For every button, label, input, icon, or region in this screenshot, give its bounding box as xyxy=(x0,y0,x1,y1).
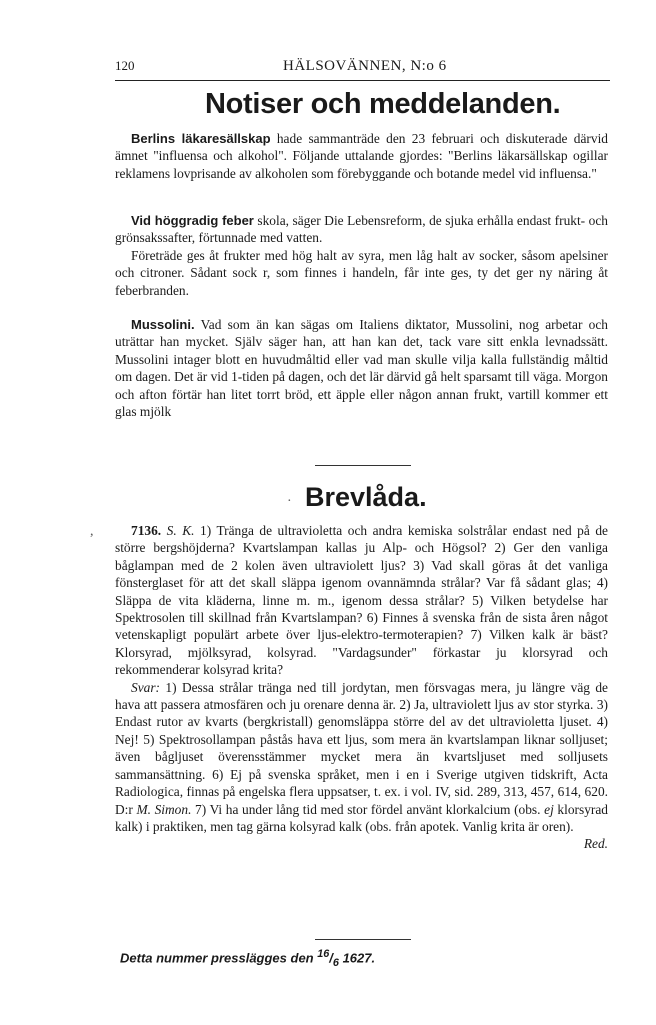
notice-text: Vad som än kan sägas om Italiens diktator, Mussolini, nog arbetar och uträttar han mycket. Själv säger han, att han kan det, tack vare sitt enkla levnadssätt. Mussolini intager blott en huvudmåltid eller vad man skulle vilja kalla fullständig måltid om dagen. Det är vid 1-tiden på dagen, och det lär därvid gå helt sparsamt till väga. Morgon och afton förtär han litet torrt bröd, ett äpple eller någon annan frukt, vartill kommer ett glas mjölk xyxy=(115,317,608,420)
notice-text-2: Företräde ges åt frukter med hög halt av syra, men låg halt av socker, såsom apelsiner och citroner. Sådant sock r, som finnes i handeln, får inte ges, ty det ger ny näring åt feberbranden. xyxy=(115,247,608,298)
letters-title: Brevlåda. xyxy=(305,482,427,512)
notice-text: hade sammanträde den 23 februari och diskuterade därvid ämnet "influensa och alkohol". Följande uttalande gjordes: "Berlins läkarsällskap ogillar reklamens lovprisande av alkoholen som förebyggande och botande medel vid influensa." xyxy=(115,131,608,181)
notices-title: Notiser och meddelanden. xyxy=(205,88,561,120)
footer-date-day: 16 xyxy=(317,948,330,960)
question-sender: S. K. xyxy=(166,523,195,538)
notice-berlin xyxy=(115,130,608,182)
answer-ref-name: M. Simon. xyxy=(136,801,192,817)
question-number: 7136. xyxy=(131,523,162,538)
footer-text: Detta nummer presslägges den xyxy=(120,950,314,966)
notice-mussolini xyxy=(115,316,608,420)
answer-label: Svar: xyxy=(131,679,161,695)
answer-emphasis: ej xyxy=(544,801,554,817)
footer-year: 1627. xyxy=(342,950,376,966)
question-text: 1) Tränga de ultravioletta och andra kemiska solstrålar endast ned på de större bergshöjderna? Kvartslampan kallas ju Alp- och Högsol? 2) Ger den vanliga båglampan med de 2 kolen även ultraviolett ljus? 3) Vad skall göras åt det vanliga fönsterglaset för att det skall släppa igenom ovannämnda strålar? Var få sådant glas; 4) Släppa de vita kläderna, linne m. m., igenom dessa strålar? 5) Vilken betydelse har Spektrosolen till skillnad från Kvartslampan? 6) Finnes å svenska från de sista åren något vetenskapligt populärt arbete över ljus-elektro-termoterapien? 7) Vilken kalk är bäst? Klorsyrad, mjölksyrad, kolsyrad. "Vardagsunder" förkastar ju klorsyrad och rekommenderar kolsyrad krita? xyxy=(115,523,608,678)
header-rule xyxy=(115,80,610,81)
section-divider xyxy=(315,465,411,466)
footer-note: Detta nummer presslägges den $^{16}/_6$ 1627. xyxy=(120,948,376,969)
signature: Red. xyxy=(583,836,608,852)
page-header xyxy=(115,56,610,82)
margin-comma: , xyxy=(90,524,94,539)
page-number: 120 xyxy=(115,58,135,73)
notice-lead: Mussolini. xyxy=(131,317,195,332)
answer-text-3: klorsyrad kalk) i praktiken, men tag gärna kolsyrad kalk (obs. från apotek. Vanlig krita är oren). xyxy=(115,801,608,834)
margin-dot: · xyxy=(287,494,292,509)
notice-lead: Berlins läkaresällskap xyxy=(131,131,271,146)
answer-text: 1) Dessa strålar tränga ned till jordytan, men försvagas mera, ju längre väg de hava att passera atmosfären och ju orenare denna är. 2) Ja, ultraviolett ljus av stor styrka. 3) Endast rutor av kvarts (bergkristall) genomsläppa större del av det ultravioletta ljuset. 4) Nej! 5) Spektrosollampan påstås hava ett ljus, som mera än kvartslampan liknar solljuset; även bågljuset överensstämmer mycket mera än kvartsljuset med solljusets sammansättning. 6) Ej på svenska språket, men i en i Sverige utgiven tidskrift, Acta Radiologica, finnas på engelska flera uppsatser, t. ex. i vol. IV, sid. 289, 313, 457, 614, 620. xyxy=(115,679,608,800)
answer-text-2: 7) Vi ha under lång tid med stor fördel använt klorkalcium (obs. xyxy=(195,801,541,817)
answer-ref-prefix: D:r xyxy=(115,801,133,817)
notice-text: skola, säger Die Lebensreform, de sjuka erhålla endast frukt- och grönsakssafter, förtunnade med vatten. xyxy=(115,213,608,246)
letter-question xyxy=(115,522,608,853)
footer-date-month: 6 xyxy=(332,956,339,969)
notice-feber xyxy=(115,212,608,299)
footer-divider xyxy=(315,939,411,940)
running-head: HÄLSOVÄNNEN, N:o 6 xyxy=(283,58,447,74)
notice-lead: Vid höggradig feber xyxy=(131,213,254,228)
